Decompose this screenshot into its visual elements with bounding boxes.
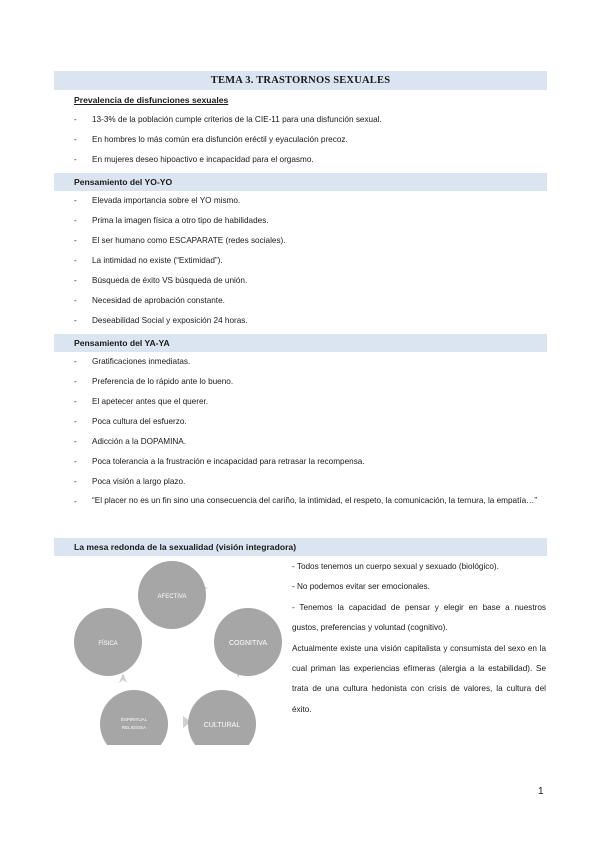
node-afectiva <box>138 561 206 629</box>
mesa-line: - Tenemos la capacidad de pensar y elegir en base a nuestros gustos, preferencias y voluntad (cognitivo). <box>292 602 546 633</box>
page-number: 1 <box>538 786 544 797</box>
node-label: FÍSICA <box>98 641 118 647</box>
page-title: TEMA 3. TRASTORNOS SEXUALES <box>54 71 547 90</box>
arrow-icon <box>119 673 127 683</box>
node-cognitiva <box>214 608 282 676</box>
node-fisica <box>74 608 142 676</box>
node-label: COGNITIVA <box>229 640 267 647</box>
sexuality-cycle-diagram <box>70 560 285 745</box>
quote: “El placer no es un fin sino una consecuencia del cariño, la intimidad, el respeto, la comunicación, la ternura, la empatía…” <box>92 496 538 505</box>
mesa-text <box>292 557 546 720</box>
node-cultural <box>188 690 256 745</box>
section-heading-prevalencia: Prevalencia de disfunciones sexuales <box>74 95 229 105</box>
section-heading-yoyo: Pensamiento del YO-YO <box>54 173 547 191</box>
section-heading-yaya: Pensamiento del YA-YA <box>54 334 547 352</box>
node-label: ESPIRITUAL <box>120 717 148 722</box>
mesa-line: - No podemos evitar ser emocionales. <box>292 582 430 592</box>
node-label: CULTURAL <box>203 722 241 729</box>
mesa-line: - Todos tenemos un cuerpo sexual y sexuado (biológico). <box>292 562 499 571</box>
section-heading-mesa: La mesa redonda de la sexualidad (visión integradora) <box>54 538 547 556</box>
node-espiritual <box>100 690 168 745</box>
mesa-paragraph: Actualmente existe una visión capitalista y consumista del sexo en la cual priman las experiencias efímeras (alergia a la estabilidad). Se trata de una cultura hedonista con crisis de valores, la cultura del éxito. <box>292 643 546 714</box>
node-label: RELIGIOSA <box>121 725 147 730</box>
node-label: AFECTIVA <box>157 594 187 600</box>
